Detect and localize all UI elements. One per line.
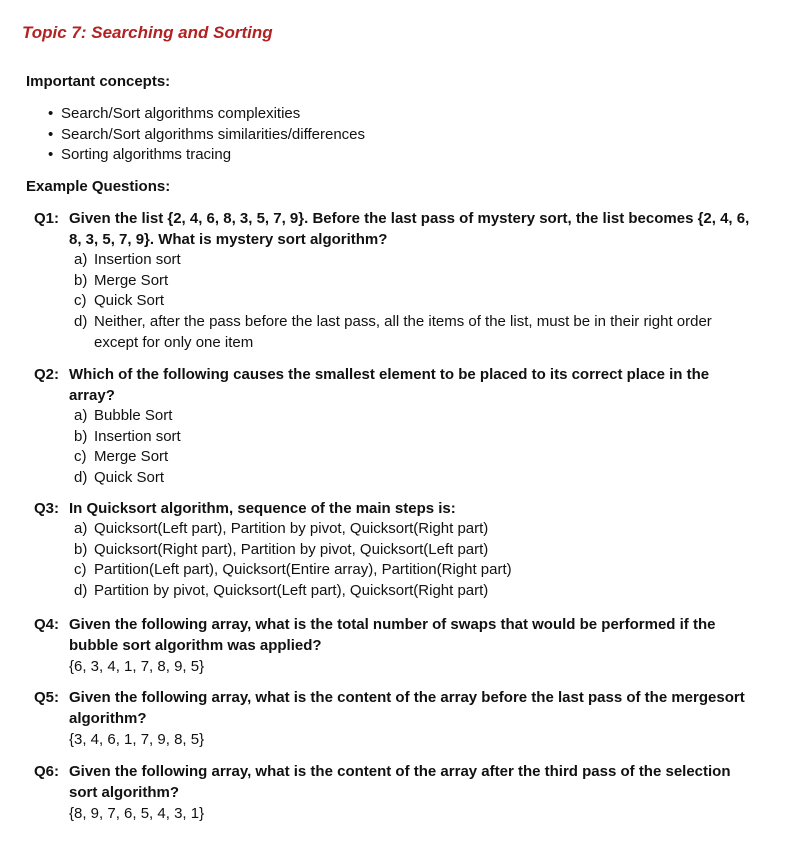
option-letter: b) [74,427,88,445]
option-text: Quick Sort [94,469,165,487]
concepts-list [48,104,365,166]
question-array: {3, 4, 6, 1, 7, 9, 8, 5} [69,731,205,748]
concept-item: • Search/Sort algorithms complexities [48,104,365,125]
question-label: Q2: [34,366,60,383]
option-letter: a) [74,520,88,537]
option-letter: d) [74,582,88,600]
question-array: {6, 3, 4, 1, 7, 8, 9, 5} [69,658,205,675]
option-letter: a) [74,407,88,424]
question-text: Given the list {2, 4, 6, 8, 3, 5, 7, 9}. Before the last pass of mystery sort, the list becomes {2, 4, 6, 8, 3, 5, 7, 9}. What is mystery sort algorithm? [69,210,750,248]
option-text: Partition(Left part), Quicksort(Entire array), Partition(Right part) [94,561,512,579]
option-item [74,427,754,448]
question-label: Q1: [34,210,60,227]
option-letter: c) [74,448,87,466]
option-text: Quicksort(Right part), Partition by pivot, Quicksort(Left part) [94,540,489,558]
question-label: Q5: [34,689,60,706]
question-3 [34,498,754,602]
question-6 [34,761,754,824]
question-text: Given the following array, what is the content of the array after the third pass of the selection sort algorithm? [69,763,731,801]
option-item [74,560,754,581]
option-item [74,250,754,271]
option-item [74,581,754,602]
question-label: Q6: [34,763,60,780]
option-item [74,447,754,468]
option-text: Insertion sort [94,251,181,268]
option-text: Partition by pivot, Quicksort(Left part), Quicksort(Right part) [94,582,489,600]
question-text: Given the following array, what is the content of the array before the last pass of the mergesort algorithm? [69,689,745,727]
question-1 [34,208,754,354]
concept-item: • Search/Sort algorithms similarities/differences [48,125,365,146]
option-letter: c) [74,561,87,579]
option-text: Merge Sort [94,271,169,289]
option-item [74,271,754,292]
option-text: Merge Sort [94,448,169,466]
option-item [74,540,754,561]
options-list [74,406,754,489]
option-text: Insertion sort [94,427,181,445]
page-title: Topic 7: Searching and Sorting [22,23,273,42]
question-2 [34,364,754,489]
option-letter: b) [74,540,88,558]
question-5 [34,687,754,750]
option-text: Quick Sort [94,292,165,310]
examples-heading: Example Questions: [26,178,171,195]
option-text: Quicksort(Left part), Partition by pivot, Quicksort(Right part) [94,520,489,537]
concepts-heading: Important concepts: [26,73,171,90]
concept-item: • Sorting algorithms tracing [48,145,365,166]
question-array: {8, 9, 7, 6, 5, 4, 3, 1} [69,805,205,822]
option-item [74,406,754,427]
option-item [74,291,754,312]
question-label: Q3: [34,500,60,517]
options-list [74,250,754,354]
option-letter: d) [74,469,88,487]
option-letter: d) [74,313,88,331]
question-text: In Quicksort algorithm, sequence of the main steps is: [69,500,456,517]
option-letter: c) [74,292,87,310]
options-list [74,519,754,602]
option-item [74,312,754,353]
option-letter: b) [74,271,88,289]
question-text: Which of the following causes the smallest element to be placed to its correct place in the array? [69,366,710,404]
question-4 [34,614,754,677]
option-item [74,519,754,540]
option-letter: a) [74,251,88,268]
option-item [74,468,754,489]
question-text: Given the following array, what is the total number of swaps that would be performed if the bubble sort algorithm was applied? [69,616,716,654]
question-label: Q4: [34,616,60,633]
option-text: Neither, after the pass before the last pass, all the items of the list, must be in their right order except for only one item [94,313,712,351]
option-text: Bubble Sort [94,407,173,424]
